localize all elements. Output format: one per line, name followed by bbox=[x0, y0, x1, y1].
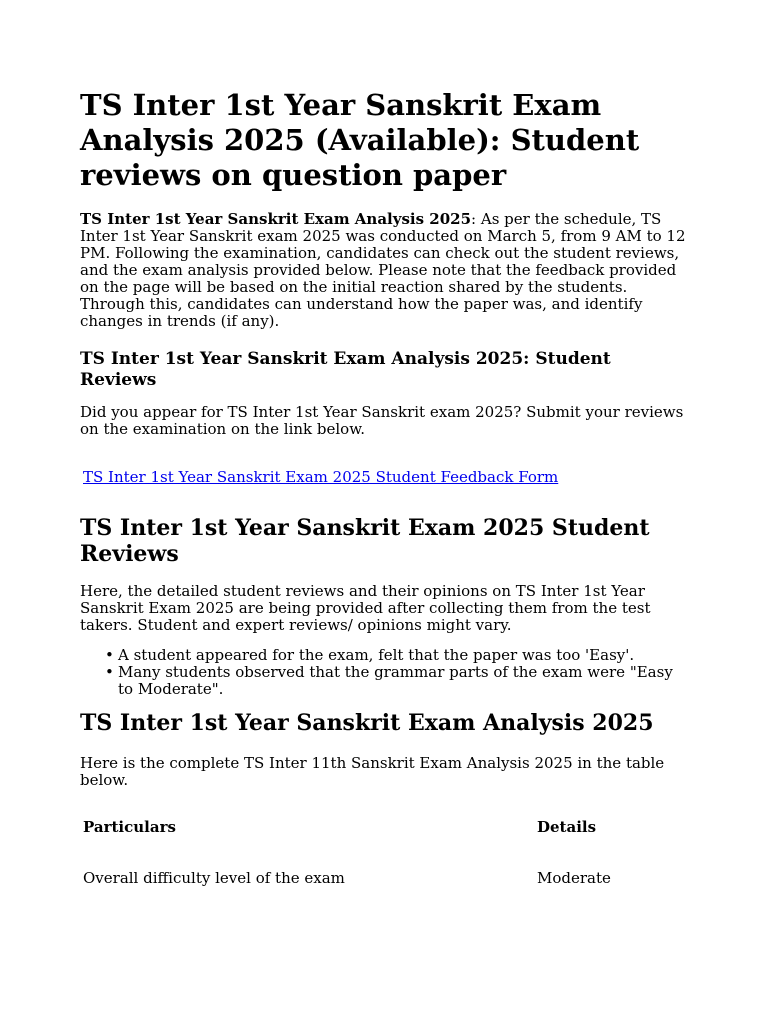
bullet-text: A student appeared for the exam, felt that the paper was too 'Easy'. bbox=[118, 646, 635, 664]
analysis-table bbox=[80, 819, 688, 887]
student-reviews-heading: TS Inter 1st Year Sanskrit Exam Analysis 2025: Student Reviews bbox=[80, 349, 611, 390]
analysis-description: Here is the complete TS Inter 11th Sanskrit Exam Analysis 2025 in the table below. bbox=[80, 754, 665, 789]
table-header-cell: Details bbox=[537, 818, 597, 836]
table-row bbox=[80, 870, 688, 887]
feedback-form-link[interactable]: TS Inter 1st Year Sanskrit Exam 2025 Student Feedback Form bbox=[83, 468, 559, 486]
table-header-cell: Particulars bbox=[83, 818, 176, 836]
bullet-icon: • bbox=[105, 646, 114, 664]
reviews-heading: TS Inter 1st Year Sanskrit Exam 2025 Student Reviews bbox=[80, 515, 650, 567]
list-item bbox=[105, 663, 688, 698]
table-cell: Overall difficulty level of the exam bbox=[83, 869, 345, 887]
table-cell: Moderate bbox=[537, 869, 611, 887]
intro-paragraph bbox=[80, 211, 688, 330]
intro-bold-lead: TS Inter 1st Year Sanskrit Exam Analysis 2025 bbox=[80, 210, 472, 228]
student-reviews-text: Did you appear for TS Inter 1st Year Sanskrit exam 2025? Submit your reviews on the examination on the link below. bbox=[80, 403, 684, 438]
bullet-icon: • bbox=[105, 663, 114, 681]
analysis-heading: TS Inter 1st Year Sanskrit Exam Analysis 2025 bbox=[80, 710, 654, 736]
reviews-description: Here, the detailed student reviews and their opinions on TS Inter 1st Year Sanskrit Exam 2025 are being provided after collecting them from the test takers. Student and expert reviews/ opinions might vary. bbox=[80, 582, 651, 634]
intro-text: : As per the schedule, TS Inter 1st Year Sanskrit exam 2025 was conducted on March 5, from 9 AM to 12 PM. Following the examination, candidates can check out the student reviews, and the exam analysis provided below. Please note that the feedback provided on the page will be based on the initial reaction shared by the students. Through this, candidates can understand how the paper was, and identify changes in trends (if any). bbox=[80, 210, 686, 330]
list-item bbox=[105, 646, 688, 664]
bullet-text: Many students observed that the grammar parts of the exam were "Easy to Moderate". bbox=[118, 663, 673, 698]
article-title: TS Inter 1st Year Sanskrit Exam Analysis 2025 (Available): Student reviews on question paper bbox=[80, 88, 640, 192]
feedback-link-row bbox=[80, 469, 688, 486]
reviews-bullet-list bbox=[80, 647, 688, 698]
table-header-row bbox=[80, 819, 688, 870]
